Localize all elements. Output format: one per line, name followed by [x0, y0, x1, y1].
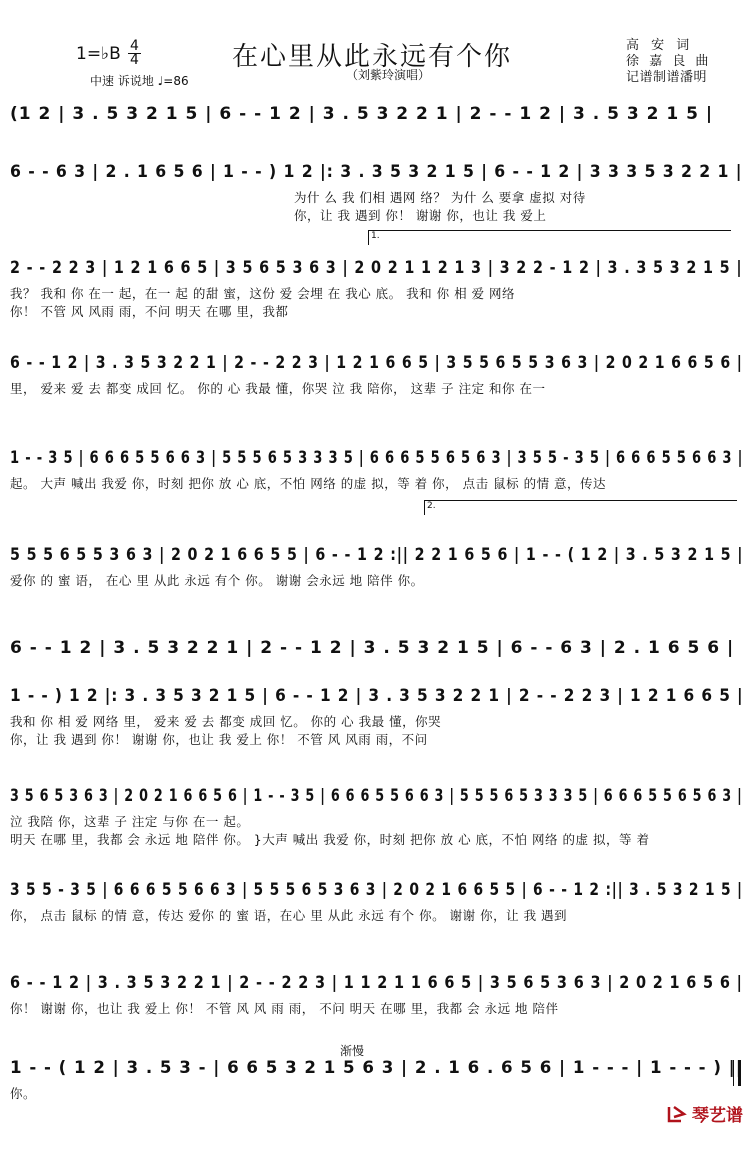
- credit-transcriber: 记谱制谱潘明: [626, 70, 708, 85]
- lyrics-row: 你，让 我 遇到 你！ 谢谢 你，也让 我 爱上: [294, 208, 547, 223]
- notes-row: 2 - - 2 2 3 | 1 2 1 6 6 5 | 3 5 6 5 3 6 3 | 2 0 2 1 1 2 1 3 | 3 2 2 - 1 2 | 3 . 3 5 3 2 1 5 |: [10, 258, 743, 278]
- lyrics-row: 你。: [10, 1086, 37, 1101]
- lyrics-row: 你，让 我 遇到 你！ 谢谢 你，也让 我 爱上 你！ 不管 风 风雨 雨，不问: [10, 732, 428, 747]
- final-barline: [733, 1060, 741, 1086]
- lyrics-row: 明天 在哪 里，我都 会 永远 地 陪伴 你。 }大声 喊出 我爱 你，时刻 把你 放 心 底，不怕 网络 的虚 拟，等 着: [10, 832, 650, 847]
- title: 在心里从此永远有个你: [232, 42, 513, 72]
- notes-row: 1 - - 3 5 | 6 6 6 5 5 6 6 3 | 5 5 5 6 5 3 3 3 5 | 6 6 6 5 5 6 5 6 3 | 3 5 5 - 3 5 | 6 6 6 5 5 6 6 3 |: [10, 448, 744, 468]
- lyrics-row: 爱你 的 蜜 语， 在心 里 从此 永远 有个 你。 谢谢 会永远 地 陪伴 你。: [10, 573, 424, 588]
- notes-row: 5 5 5 6 5 5 3 6 3 | 2 0 2 1 6 6 5 5 | 6 - - 1 2 :|| 2 2 1 6 5 6 | 1 - - ( 1 2 | 3 . 5 3 2 1 5 |: [10, 545, 744, 565]
- lyrics-row: 泣 我陪 你，这辈 子 注定 与你 在一 起。: [10, 814, 250, 829]
- notes-row: 1 - - ) 1 2 |: 3 . 3 5 3 2 1 5 | 6 - - 1 2 | 3 . 3 5 3 2 2 1 | 2 - - 2 2 3 | 1 2 1 6 6 5 |: [10, 686, 744, 706]
- notes-row: (1 2 | 3 . 5 3 2 1 5 | 6 - - 1 2 | 3 . 5 3 2 2 1 | 2 - - 1 2 | 3 . 5 3 2 1 5 |: [10, 104, 714, 124]
- tempo: 中速 诉说地 ♩=86: [90, 74, 189, 88]
- notes-row: 6 - - 1 2 | 3 . 5 3 2 2 1 | 2 - - 1 2 | 3 . 5 3 2 1 5 | 6 - - 6 3 | 2 . 1 6 5 6 |: [10, 638, 735, 658]
- lyrics-row: 你！ 谢谢 你，也让 我 爱上 你！ 不管 风 风 雨 雨， 不问 明天 在哪 里，我都 会 永远 地 陪伴: [10, 1001, 559, 1016]
- notes-row: 1 - - ( 1 2 | 3 . 5 3 - | 6 6 5 3 2 1 5 6 3 | 2 . 1 6 . 6 5 6 | 1 - - - | 1 - - - ) ||: [10, 1058, 743, 1078]
- credit-composer: 徐 嘉 良 曲: [626, 54, 712, 69]
- volta-first-ending: 1.: [368, 230, 731, 245]
- lyrics-row: 为什 么 我 们相 遇网 络？ 为什 么 要拿 虚拟 对待: [294, 190, 586, 205]
- lyrics-row: 我和 你 相 爱 网络 里， 爱来 爱 去 都变 成回 忆。 你的 心 我最 懂，你哭: [10, 714, 442, 729]
- notes-row: 6 - - 1 2 | 3 . 3 5 3 2 2 1 | 2 - - 2 2 3 | 1 1 2 1 1 6 6 5 | 3 5 6 5 3 6 3 | 2 0 2 1 6 5 6 |: [10, 973, 743, 993]
- logo-mark-icon: [666, 1103, 688, 1125]
- notes-row: 6 - - 6 3 | 2 . 1 6 5 6 | 1 - - ) 1 2 |: 3 . 3 5 3 2 1 5 | 6 - - 1 2 | 3 3 3 5 3 2 2 1 |: [10, 162, 743, 182]
- meter-top: 4: [130, 38, 139, 54]
- lyrics-row: 里， 爱来 爱 去 都变 成回 忆。 你的 心 我最 懂，你哭 泣 我 陪你， 这辈 子 注定 和你 在一: [10, 381, 546, 396]
- lyrics-row: 你！ 不管 风 风雨 雨，不问 明天 在哪 里，我都: [10, 304, 289, 319]
- score-line: [10, 430, 743, 542]
- score-line: [10, 668, 743, 780]
- ritardando-mark: 渐慢: [340, 1044, 365, 1058]
- meter-bottom: 4: [130, 52, 139, 68]
- site-logo: [666, 1101, 743, 1126]
- notes-row: 3 5 6 5 3 6 3 | 2 0 2 1 6 6 5 6 | 1 - - 3 5 | 6 6 6 5 5 6 6 3 | 5 5 5 6 5 3 3 3 5 | 6 6 6 5 5 6 5 6 3 |: [10, 786, 743, 806]
- key-signature: 1=♭B: [76, 44, 121, 64]
- time-signature: [128, 40, 141, 67]
- notes-row: 3 5 5 - 3 5 | 6 6 6 5 5 6 6 3 | 5 5 5 6 5 3 6 3 | 2 0 2 1 6 6 5 5 | 6 - - 1 2 :|| 3 . 5 3 2 1 5 |: [10, 880, 743, 900]
- logo-text: 琴艺谱: [692, 1106, 743, 1126]
- lyrics-row: 我？ 我和 你 在一 起，在一 起 的甜 蜜，这份 爱 会埋 在 我心 底。 我和 你 相 爱 网络: [10, 286, 516, 301]
- singer: （刘紫玲演唱）: [346, 68, 431, 82]
- lyrics-row: 你， 点击 鼠标 的情 意，传达 爱你 的 蜜 语，在心 里 从此 永远 有个 你。 谢谢 你，让 我 遇到: [10, 908, 568, 923]
- score-line: [10, 1040, 743, 1152]
- lyrics-row: 起。 大声 喊出 我爱 你，时刻 把你 放 心 底，不怕 网络 的虚 拟，等 着 你， 点击 鼠标 的情 意，传达: [10, 476, 607, 491]
- credit-lyricist: 高 安 词: [626, 38, 694, 53]
- volta-second-ending: 2.: [424, 500, 737, 515]
- notes-row: 6 - - 1 2 | 3 . 3 5 3 2 2 1 | 2 - - 2 2 3 | 1 2 1 6 6 5 | 3 5 5 6 5 5 3 6 3 | 2 0 2 1 6 6 5 6 |: [10, 353, 743, 373]
